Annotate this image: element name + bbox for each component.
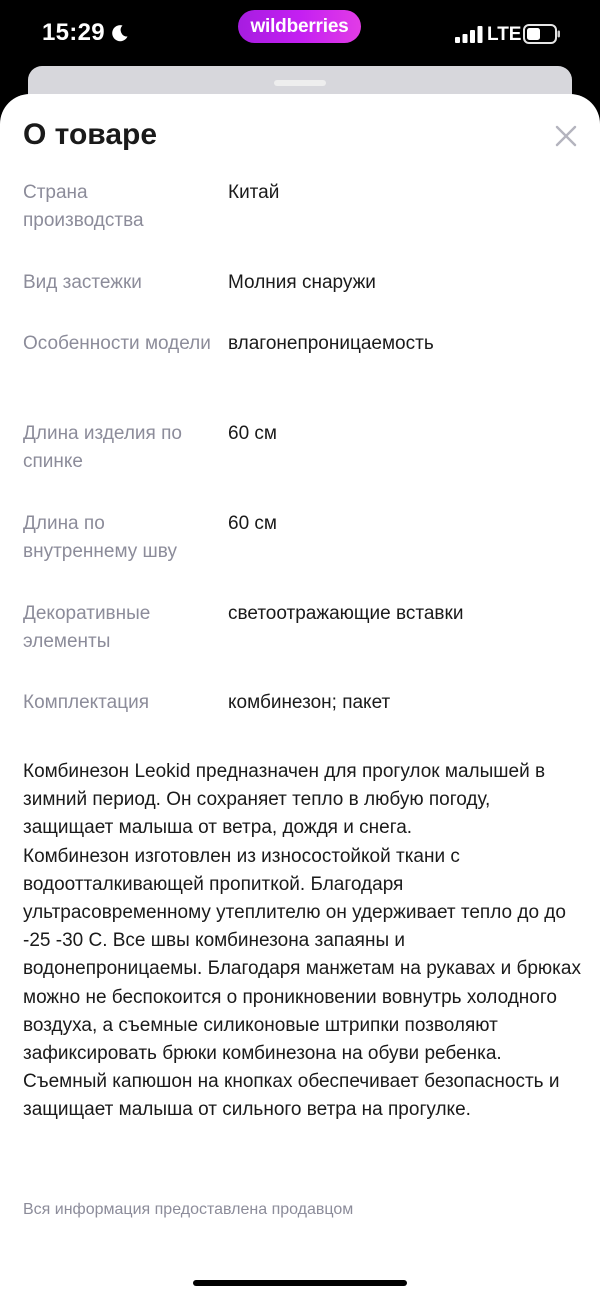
product-info-sheet xyxy=(0,94,600,1297)
sheet-title: О товаре xyxy=(23,118,158,151)
status-bar xyxy=(0,0,600,66)
spec-label: Вид застежки xyxy=(23,272,142,293)
seller-info-note: Вся информация предоставлена продавцом xyxy=(23,1201,354,1218)
spec-label: Особенности модели xyxy=(23,333,211,354)
spec-value: 60 см xyxy=(228,423,277,444)
moon-icon xyxy=(111,24,129,42)
signal-icon xyxy=(455,26,483,43)
spec-label: Декоративные элементы xyxy=(23,603,151,652)
spec-value: Молния снаружи xyxy=(228,272,376,293)
spec-label: Страна производства xyxy=(23,182,144,231)
status-time xyxy=(42,19,129,47)
description-paragraph: Комбинезон Leokid предназначен для прогулок малышей в зимний период. Он сохраняет тепло в любую погоду, защищает малыша от ветра, дождя и снега. xyxy=(23,761,546,839)
spec-value: влагонепроницаемость xyxy=(228,333,434,354)
sheet-grabber[interactable] xyxy=(274,80,326,86)
brand-logo: wildberries xyxy=(238,10,361,43)
spec-value: комбинезон; пакет xyxy=(228,692,391,713)
description-paragraph: Комбинезон изготовлен из износостойкой ткани с водоотталкивающей пропиткой. Благодаря ультрасовременному утеплителю он удерживает тепло до до -25 -30 С. Все швы комбинезона запаяны и водонепроницаемы. Благодаря манжетам на рукавах и брюках можно не беспокоится о проникновении вовнутрь холодного воздуха, а съемные силиконовые штрипки позволяют зафиксировать брюки комбинезона на обуви ребенка. Съемный капюшон на кнопках обеспечивает безопасность и защищает малыша от сильного ветра на прогулке. xyxy=(23,845,581,1121)
spec-value: 60 см xyxy=(228,513,277,534)
spec-label: Длина по внутреннему шву xyxy=(23,513,177,562)
spec-value: Китай xyxy=(228,182,280,203)
close-button[interactable] xyxy=(550,120,582,152)
battery-icon xyxy=(523,24,561,44)
spec-label: Комплектация xyxy=(23,692,150,713)
home-indicator[interactable] xyxy=(193,1280,407,1286)
close-icon xyxy=(550,120,582,152)
spec-label: Длина изделия по спинке xyxy=(23,423,182,472)
network-type: LTE xyxy=(487,24,522,45)
product-description xyxy=(23,758,583,1125)
status-time-text: 15:29 xyxy=(42,19,105,46)
spec-value: светоотражающие вставки xyxy=(228,603,464,624)
